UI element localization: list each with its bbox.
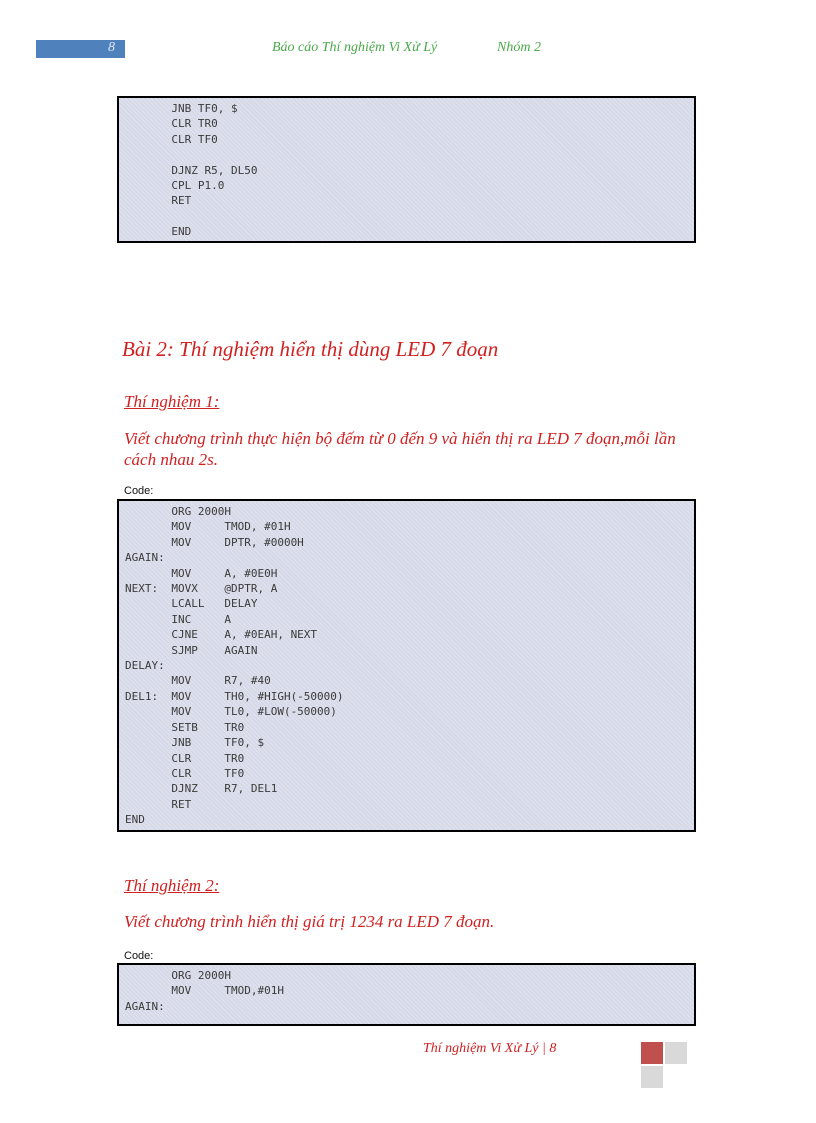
footer-text: Thí nghiệm Vi Xử Lý | 8 — [423, 1041, 557, 1056]
experiment-1-title: Thí nghiệm 1: — [124, 392, 220, 411]
page-number-box — [36, 40, 125, 58]
footer-square-light — [665, 1042, 687, 1064]
code-text: JNB TF0, $ CLR TR0 CLR TF0 DJNZ R5, DL50 CPL P1.0 RET END — [171, 102, 258, 239]
code-block — [117, 499, 696, 832]
header-title: Báo cáo Thí nghiệm Vi Xử Lý — [272, 40, 438, 55]
footer-square-light — [641, 1066, 663, 1088]
section-title: Bài 2: Thí nghiệm hiển thị dùng LED 7 đoạn — [122, 337, 499, 361]
code-label: Code: — [124, 485, 154, 497]
code-text: ORG 2000H MOV TMOD,#01H AGAIN: — [125, 969, 284, 1013]
code-block — [117, 963, 696, 1026]
header-group: Nhóm 2 — [497, 40, 541, 55]
code-text: ORG 2000H MOV TMOD, #01H MOV DPTR, #0000H AGAIN: MOV A, #0E0H NEXT: MOVX @DPTR, A LCALL DELAY INC A CJNE A, #0EAH, NEXT SJMP AGAIN DELAY: MOV R7, #40 DEL1: MOV TH0, #HIGH(-50000) MOV TL0, #LOW(-50000) SETB TR0 JNB TF0, $ CLR TR0 CLR TF0 DJNZ R7, DEL1 RET END — [125, 505, 344, 827]
footer-square-dark — [641, 1042, 663, 1064]
experiment-1-description: Viết chương trình thực hiện bộ đếm từ 0 đến 9 và hiển thị ra LED 7 đoạn,mỗi lần cách nhau 2s. — [124, 429, 676, 469]
code-label: Code: — [124, 950, 154, 962]
page-number: 8 — [108, 40, 115, 55]
code-block — [117, 96, 696, 243]
experiment-2-description: Viết chương trình hiển thị giá trị 1234 ra LED 7 đoạn. — [124, 912, 495, 931]
experiment-2-title: Thí nghiệm 2: — [124, 876, 220, 895]
